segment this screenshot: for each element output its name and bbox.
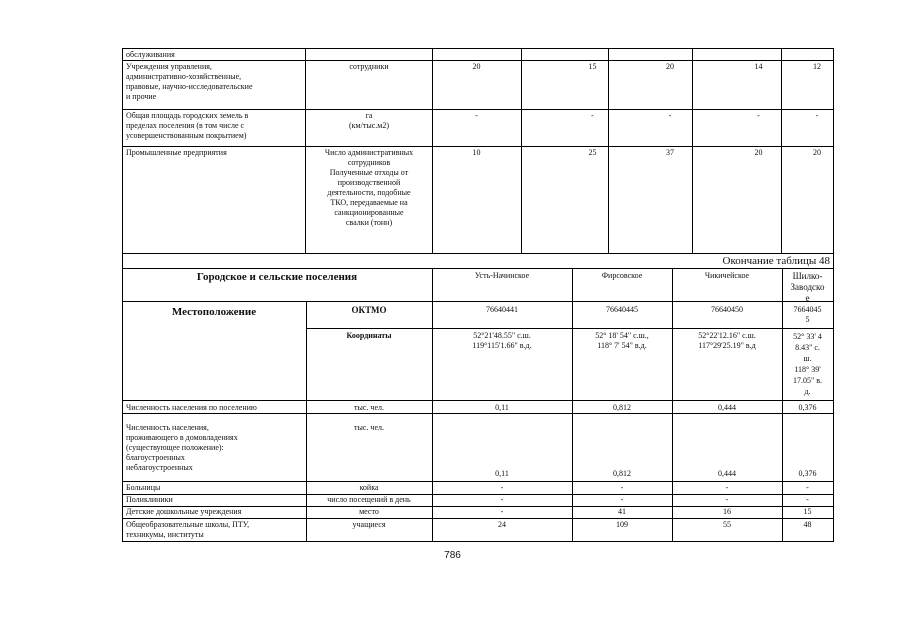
row-households-v2: 0,812 (613, 469, 631, 478)
oktmo-3: 76640450 (711, 305, 743, 314)
row-kindergartens-v3: 16 (723, 507, 731, 516)
row-clinics-label: Поликлиники (126, 495, 173, 504)
top-r1-v5: 12 (813, 62, 821, 71)
row-population-unit: тыс. чел. (354, 403, 384, 412)
row-hospitals-label: Больницы (126, 483, 161, 492)
top-r3-v1: 10 (472, 148, 481, 157)
top-r1-v3: 20 (666, 62, 674, 71)
settlement-1: Усть-Начинское (474, 271, 530, 280)
row-population-v3: 0,444 (718, 403, 736, 412)
top-r2-v5: - (815, 111, 819, 120)
top-r1-v1: 20 (472, 62, 481, 71)
top-r1-v2: 15 (588, 62, 597, 71)
row-schools-v3: 55 (723, 520, 731, 529)
oktmo-4: 7664045 5 (793, 305, 822, 324)
row-households-v3: 0,444 (718, 469, 736, 478)
header-title: Городское и сельские поселения (196, 271, 358, 283)
row-clinics-v1: - (500, 495, 504, 504)
page-number: 786 (444, 550, 461, 561)
row-kindergartens-v2: 41 (618, 507, 626, 516)
row-hospitals-v3: - (725, 483, 729, 492)
top-r0-label: обслуживания (126, 50, 175, 59)
settlement-4: Шилко- Заводско е (790, 271, 825, 303)
row-schools-unit: учащиеся (352, 520, 386, 529)
row-clinics-v4: - (806, 495, 809, 504)
top-r3-label: Промышленные предприятия (126, 148, 227, 157)
coords-1: 52°21'48.55" с.ш. 119°115'1.66" в.д. (472, 331, 532, 350)
settlement-3: Чикичейское (704, 271, 750, 280)
row-kindergartens-unit: место (359, 507, 379, 516)
settlement-2: Фирсовское (601, 271, 643, 280)
row-clinics-unit: число посещений в день (327, 495, 411, 504)
top-r2-v2: - (591, 111, 594, 120)
coords-3: 52°22'12.16" с.ш. 117°29'25.19" в.д (698, 331, 756, 350)
top-r2-v3: - (668, 111, 672, 120)
row-schools-v2: 109 (616, 520, 628, 529)
top-r3-unit: Число административных сотрудников Полученные отходы от производственной деятельности, подобные ТКО, передаваемые на санкционированные свалки (тонн) (324, 148, 414, 227)
oktmo-2: 76640445 (606, 305, 638, 314)
top-r2-v4: - (757, 111, 760, 120)
row-schools-label: Общеобразовательные школы, ПТУ, техникумы, институты (126, 520, 250, 539)
row-hospitals-v4: - (806, 483, 809, 492)
row-population-label: Численность населения по поселению (126, 403, 257, 412)
table-caption: Окончание таблицы 48 (722, 255, 830, 267)
top-r2-label: Общая площадь городских земель в пределах поселения (в том числе с усовершенствованным покрытием) (126, 111, 249, 140)
top-r1-unit: сотрудники (349, 62, 389, 71)
row-kindergartens-v1: - (500, 507, 504, 516)
top-r3-v3: 37 (666, 148, 674, 157)
top-r3-v4: 20 (754, 148, 763, 157)
row-hospitals-v1: - (500, 483, 504, 492)
top-r2-v1: - (475, 111, 478, 120)
row-population-v1: 0,11 (495, 403, 509, 412)
row-hospitals-unit: койка (359, 483, 379, 492)
coords-label: Координаты (346, 331, 392, 340)
row-kindergartens-v4: 15 (803, 507, 812, 516)
row-clinics-v2: - (620, 495, 624, 504)
row-schools-v4: 48 (803, 520, 812, 529)
row-hospitals-v2: - (620, 483, 624, 492)
top-r3-v5: 20 (813, 148, 821, 157)
oktmo-1: 76640441 (486, 305, 518, 314)
row-population-v2: 0,812 (613, 403, 631, 412)
row-kindergartens-label: Детские дошкольные учреждения (126, 507, 242, 516)
row-schools-v1: 24 (498, 520, 506, 529)
top-r1-v4: 14 (754, 62, 763, 71)
oktmo-label: ОКТМО (351, 305, 387, 315)
top-r3-v2: 25 (588, 148, 597, 157)
top-r1-label: Учреждения управления, административно-хозяйственные, правовые, научно-исследовательские и прочие (126, 62, 253, 101)
row-clinics-v3: - (725, 495, 729, 504)
row-households-v1: 0,11 (495, 469, 509, 478)
coords-4: 52° 33' 4 8.43" с. ш. 118° 39' 17.05" в. д. (792, 332, 823, 396)
location-label: Местоположение (171, 306, 257, 318)
row-households-unit: тыс. чел. (354, 423, 384, 432)
row-population-v4: 0,376 (798, 403, 817, 412)
row-households-v4: 0,376 (798, 469, 817, 478)
row-households-label: Численность населения, проживающего в домовладениях (существующее положение): благоустроенных неблагоустроенных (126, 423, 238, 472)
top-r2-unit: га (км/тыс.м2) (349, 111, 389, 130)
coords-2: 52° 18' 54" с.ш., 118° 7' 54" в.д. (595, 331, 649, 350)
